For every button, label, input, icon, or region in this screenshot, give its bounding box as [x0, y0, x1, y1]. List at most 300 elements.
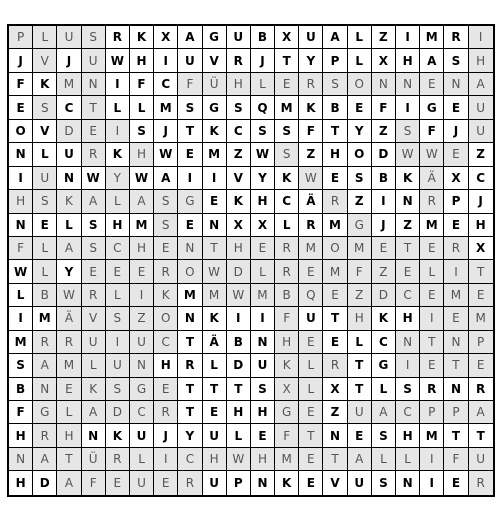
- grid-cell: I: [469, 26, 493, 49]
- grid-cell: Z: [227, 143, 251, 166]
- grid-cell: E: [106, 471, 130, 494]
- grid-cell: D: [227, 354, 251, 377]
- grid-cell: L: [203, 354, 227, 377]
- grid-cell: U: [178, 49, 202, 72]
- grid-cell: F: [348, 260, 372, 283]
- grid-cell: Z: [372, 260, 396, 283]
- grid-cell: H: [203, 448, 227, 471]
- grid-cell: H: [275, 331, 299, 354]
- grid-cell: R: [82, 143, 106, 166]
- grid-cell: E: [82, 260, 106, 283]
- grid-cell: T: [323, 120, 347, 143]
- grid-cell: M: [57, 73, 81, 96]
- grid-cell: K: [106, 143, 130, 166]
- grid-cell: T: [178, 401, 202, 424]
- grid-cell: U: [130, 424, 154, 447]
- grid-cell: W: [227, 284, 251, 307]
- grid-cell: P: [444, 190, 468, 213]
- grid-cell: M: [299, 237, 323, 260]
- grid-cell: U: [348, 471, 372, 494]
- grid-cell: N: [372, 73, 396, 96]
- grid-cell: A: [323, 26, 347, 49]
- grid-cell: A: [57, 471, 81, 494]
- grid-cell: N: [203, 214, 227, 237]
- grid-cell: S: [251, 378, 275, 401]
- grid-cell: U: [348, 401, 372, 424]
- grid-cell: E: [348, 424, 372, 447]
- grid-cell: N: [9, 214, 33, 237]
- grid-cell: N: [444, 73, 468, 96]
- grid-cell: F: [275, 424, 299, 447]
- grid-cell: H: [154, 354, 178, 377]
- grid-cell: M: [444, 284, 468, 307]
- grid-cell: S: [372, 471, 396, 494]
- grid-cell: E: [106, 260, 130, 283]
- grid-cell: A: [33, 354, 57, 377]
- grid-cell: X: [372, 49, 396, 72]
- grid-cell: I: [420, 471, 444, 494]
- grid-cell: I: [106, 73, 130, 96]
- grid-cell: I: [203, 167, 227, 190]
- grid-cell: D: [106, 401, 130, 424]
- grid-cell: N: [82, 73, 106, 96]
- grid-cell: S: [323, 73, 347, 96]
- grid-cell: H: [323, 143, 347, 166]
- grid-cell: T: [227, 378, 251, 401]
- grid-cell: V: [227, 167, 251, 190]
- grid-cell: P: [444, 401, 468, 424]
- grid-cell: C: [275, 190, 299, 213]
- grid-cell: U: [299, 307, 323, 330]
- grid-cell: V: [33, 49, 57, 72]
- grid-cell: R: [178, 354, 202, 377]
- grid-cell: U: [251, 354, 275, 377]
- grid-cell: E: [444, 307, 468, 330]
- grid-cell: R: [469, 378, 493, 401]
- grid-cell: T: [444, 424, 468, 447]
- grid-cell: I: [396, 354, 420, 377]
- grid-cell: H: [130, 143, 154, 166]
- grid-cell: G: [203, 26, 227, 49]
- grid-cell: E: [33, 214, 57, 237]
- grid-cell: R: [106, 448, 130, 471]
- grid-cell: W: [396, 143, 420, 166]
- grid-cell: A: [178, 26, 202, 49]
- grid-cell: M: [323, 260, 347, 283]
- grid-cell: L: [33, 237, 57, 260]
- grid-cell: A: [420, 49, 444, 72]
- grid-cell: E: [372, 237, 396, 260]
- grid-cell: E: [130, 260, 154, 283]
- grid-cell: G: [33, 401, 57, 424]
- grid-cell: T: [469, 260, 493, 283]
- grid-cell: C: [154, 331, 178, 354]
- grid-cell: K: [106, 424, 130, 447]
- grid-cell: R: [178, 471, 202, 494]
- grid-cell: R: [323, 190, 347, 213]
- grid-cell: M: [130, 214, 154, 237]
- grid-cell: E: [275, 73, 299, 96]
- grid-cell: E: [444, 471, 468, 494]
- grid-cell: H: [348, 307, 372, 330]
- grid-cell: Z: [372, 120, 396, 143]
- grid-cell: V: [82, 307, 106, 330]
- grid-cell: Ä: [420, 167, 444, 190]
- grid-cell: W: [82, 167, 106, 190]
- grid-cell: I: [372, 190, 396, 213]
- grid-cell: Ü: [82, 448, 106, 471]
- grid-cell: E: [444, 143, 468, 166]
- grid-cell: W: [251, 143, 275, 166]
- grid-cell: A: [82, 401, 106, 424]
- grid-cell: C: [130, 401, 154, 424]
- grid-cell: E: [348, 96, 372, 119]
- grid-cell: X: [251, 214, 275, 237]
- grid-cell: I: [9, 307, 33, 330]
- grid-cell: M: [323, 214, 347, 237]
- grid-cell: J: [251, 49, 275, 72]
- grid-cell: S: [396, 378, 420, 401]
- grid-cell: S: [33, 96, 57, 119]
- grid-cell: F: [9, 73, 33, 96]
- grid-cell: Ü: [203, 73, 227, 96]
- grid-cell: S: [9, 354, 33, 377]
- grid-cell: M: [154, 96, 178, 119]
- grid-cell: B: [33, 284, 57, 307]
- grid-cell: S: [444, 49, 468, 72]
- grid-cell: S: [33, 190, 57, 213]
- grid-cell: X: [444, 167, 468, 190]
- grid-cell: K: [203, 307, 227, 330]
- grid-cell: R: [299, 73, 323, 96]
- grid-cell: U: [299, 26, 323, 49]
- grid-cell: R: [33, 331, 57, 354]
- grid-cell: P: [323, 49, 347, 72]
- grid-cell: X: [154, 26, 178, 49]
- grid-cell: M: [420, 214, 444, 237]
- grid-cell: H: [251, 190, 275, 213]
- grid-cell: Ä: [203, 331, 227, 354]
- grid-cell: L: [275, 214, 299, 237]
- grid-cell: T: [348, 378, 372, 401]
- grid-cell: M: [420, 26, 444, 49]
- grid-cell: W: [154, 143, 178, 166]
- grid-cell: S: [154, 214, 178, 237]
- grid-cell: L: [57, 401, 81, 424]
- grid-cell: L: [130, 96, 154, 119]
- grid-cell: T: [178, 378, 202, 401]
- grid-cell: F: [444, 448, 468, 471]
- grid-cell: N: [178, 237, 202, 260]
- grid-cell: C: [396, 401, 420, 424]
- grid-cell: Y: [57, 260, 81, 283]
- grid-cell: H: [130, 49, 154, 72]
- grid-cell: G: [203, 96, 227, 119]
- grid-cell: I: [130, 284, 154, 307]
- grid-cell: J: [469, 190, 493, 213]
- grid-cell: C: [154, 73, 178, 96]
- grid-cell: I: [396, 96, 420, 119]
- grid-cell: H: [106, 214, 130, 237]
- grid-cell: M: [57, 354, 81, 377]
- grid-cell: G: [178, 190, 202, 213]
- grid-cell: L: [372, 448, 396, 471]
- grid-cell: E: [9, 96, 33, 119]
- grid-cell: E: [299, 331, 323, 354]
- grid-cell: Y: [299, 49, 323, 72]
- grid-cell: U: [82, 49, 106, 72]
- grid-cell: K: [130, 26, 154, 49]
- grid-cell: H: [396, 424, 420, 447]
- grid-cell: F: [299, 120, 323, 143]
- grid-cell: J: [372, 214, 396, 237]
- grid-cell: W: [203, 260, 227, 283]
- grid-cell: K: [275, 354, 299, 377]
- grid-cell: V: [203, 49, 227, 72]
- grid-cell: T: [299, 424, 323, 447]
- grid-cell: E: [154, 471, 178, 494]
- grid-cell: U: [469, 96, 493, 119]
- grid-cell: Y: [178, 424, 202, 447]
- grid-cell: I: [251, 307, 275, 330]
- grid-cell: T: [178, 120, 202, 143]
- grid-cell: U: [203, 471, 227, 494]
- grid-cell: T: [469, 424, 493, 447]
- grid-cell: E: [251, 424, 275, 447]
- grid-cell: H: [227, 401, 251, 424]
- grid-cell: F: [372, 96, 396, 119]
- grid-cell: E: [178, 214, 202, 237]
- grid-cell: T: [444, 354, 468, 377]
- grid-cell: U: [130, 331, 154, 354]
- grid-cell: E: [323, 167, 347, 190]
- grid-cell: T: [275, 49, 299, 72]
- grid-cell: M: [178, 284, 202, 307]
- grid-cell: H: [469, 49, 493, 72]
- grid-cell: R: [469, 471, 493, 494]
- grid-cell: T: [57, 448, 81, 471]
- grid-cell: H: [227, 237, 251, 260]
- grid-cell: Y: [251, 167, 275, 190]
- grid-cell: C: [396, 284, 420, 307]
- grid-cell: K: [275, 471, 299, 494]
- grid-cell: E: [299, 448, 323, 471]
- grid-cell: I: [178, 167, 202, 190]
- grid-cell: E: [420, 354, 444, 377]
- grid-cell: T: [203, 378, 227, 401]
- word-search-grid: [7, 24, 495, 497]
- grid-cell: J: [9, 49, 33, 72]
- grid-cell: O: [348, 73, 372, 96]
- grid-cell: E: [396, 260, 420, 283]
- grid-cell: T: [420, 331, 444, 354]
- grid-cell: M: [33, 307, 57, 330]
- grid-cell: H: [227, 73, 251, 96]
- grid-cell: S: [82, 26, 106, 49]
- grid-cell: Q: [299, 284, 323, 307]
- grid-cell: M: [251, 284, 275, 307]
- grid-cell: L: [33, 260, 57, 283]
- grid-cell: A: [57, 237, 81, 260]
- grid-cell: T: [348, 354, 372, 377]
- grid-cell: S: [82, 237, 106, 260]
- grid-cell: J: [444, 120, 468, 143]
- grid-cell: K: [82, 378, 106, 401]
- grid-cell: R: [33, 424, 57, 447]
- grid-cell: C: [106, 237, 130, 260]
- grid-cell: M: [275, 448, 299, 471]
- grid-cell: X: [227, 214, 251, 237]
- grid-cell: M: [203, 284, 227, 307]
- grid-cell: E: [444, 214, 468, 237]
- grid-cell: L: [372, 378, 396, 401]
- grid-cell: N: [33, 378, 57, 401]
- grid-cell: M: [420, 424, 444, 447]
- grid-cell: G: [420, 96, 444, 119]
- grid-cell: E: [299, 260, 323, 283]
- grid-cell: R: [154, 260, 178, 283]
- grid-cell: W: [227, 448, 251, 471]
- grid-cell: K: [57, 190, 81, 213]
- grid-cell: N: [323, 424, 347, 447]
- grid-cell: U: [130, 471, 154, 494]
- grid-cell: S: [275, 120, 299, 143]
- grid-cell: N: [396, 190, 420, 213]
- grid-cell: R: [275, 260, 299, 283]
- grid-cell: L: [106, 190, 130, 213]
- grid-cell: I: [396, 26, 420, 49]
- grid-cell: U: [469, 448, 493, 471]
- grid-cell: T: [323, 307, 347, 330]
- grid-cell: U: [57, 143, 81, 166]
- grid-cell: J: [57, 49, 81, 72]
- grid-cell: E: [323, 331, 347, 354]
- grid-cell: H: [130, 237, 154, 260]
- grid-cell: N: [444, 378, 468, 401]
- grid-cell: N: [9, 448, 33, 471]
- grid-cell: H: [251, 401, 275, 424]
- grid-cell: F: [178, 73, 202, 96]
- grid-cell: H: [396, 49, 420, 72]
- grid-cell: N: [130, 354, 154, 377]
- grid-cell: H: [9, 471, 33, 494]
- grid-cell: M: [203, 143, 227, 166]
- grid-cell: P: [9, 26, 33, 49]
- grid-cell: L: [106, 284, 130, 307]
- grid-cell: C: [57, 96, 81, 119]
- grid-cell: O: [154, 307, 178, 330]
- grid-cell: R: [82, 284, 106, 307]
- grid-cell: C: [372, 331, 396, 354]
- grid-cell: D: [227, 260, 251, 283]
- grid-cell: S: [372, 424, 396, 447]
- grid-cell: T: [178, 331, 202, 354]
- grid-cell: E: [178, 143, 202, 166]
- grid-cell: R: [154, 401, 178, 424]
- grid-cell: F: [9, 237, 33, 260]
- grid-cell: V: [33, 120, 57, 143]
- grid-cell: K: [154, 284, 178, 307]
- grid-cell: Z: [469, 143, 493, 166]
- grid-cell: D: [372, 143, 396, 166]
- grid-cell: N: [396, 73, 420, 96]
- grid-cell: T: [396, 237, 420, 260]
- grid-cell: S: [275, 143, 299, 166]
- grid-cell: I: [444, 260, 468, 283]
- grid-cell: H: [469, 214, 493, 237]
- grid-cell: A: [33, 448, 57, 471]
- grid-cell: N: [178, 307, 202, 330]
- grid-cell: E: [444, 96, 468, 119]
- grid-cell: I: [106, 120, 130, 143]
- grid-cell: H: [57, 424, 81, 447]
- grid-cell: L: [33, 143, 57, 166]
- grid-cell: O: [348, 143, 372, 166]
- grid-cell: L: [227, 424, 251, 447]
- grid-cell: S: [178, 96, 202, 119]
- grid-cell: C: [178, 448, 202, 471]
- grid-cell: K: [227, 190, 251, 213]
- grid-cell: N: [9, 143, 33, 166]
- grid-cell: E: [299, 401, 323, 424]
- grid-cell: K: [372, 307, 396, 330]
- grid-cell: R: [227, 49, 251, 72]
- grid-cell: Z: [396, 214, 420, 237]
- grid-cell: A: [82, 190, 106, 213]
- grid-cell: W: [57, 284, 81, 307]
- grid-cell: U: [469, 120, 493, 143]
- grid-cell: E: [469, 284, 493, 307]
- grid-cell: Z: [130, 307, 154, 330]
- grid-cell: E: [420, 237, 444, 260]
- grid-cell: K: [33, 73, 57, 96]
- grid-cell: L: [57, 214, 81, 237]
- grid-cell: E: [154, 237, 178, 260]
- grid-cell: I: [420, 448, 444, 471]
- grid-cell: Y: [348, 120, 372, 143]
- grid-cell: E: [420, 73, 444, 96]
- grid-cell: B: [323, 96, 347, 119]
- grid-cell: W: [106, 49, 130, 72]
- grid-cell: N: [396, 471, 420, 494]
- grid-cell: G: [275, 401, 299, 424]
- grid-cell: P: [420, 401, 444, 424]
- grid-cell: H: [251, 448, 275, 471]
- grid-cell: E: [420, 284, 444, 307]
- grid-cell: L: [420, 260, 444, 283]
- grid-cell: C: [469, 167, 493, 190]
- grid-cell: R: [444, 237, 468, 260]
- grid-cell: E: [323, 284, 347, 307]
- grid-cell: F: [130, 73, 154, 96]
- grid-cell: N: [251, 331, 275, 354]
- grid-cell: A: [348, 448, 372, 471]
- grid-cell: I: [420, 307, 444, 330]
- grid-cell: S: [227, 96, 251, 119]
- grid-cell: F: [420, 120, 444, 143]
- grid-cell: C: [227, 120, 251, 143]
- grid-cell: D: [372, 284, 396, 307]
- grid-cell: S: [106, 307, 130, 330]
- grid-cell: B: [9, 378, 33, 401]
- grid-cell: U: [57, 26, 81, 49]
- grid-cell: L: [299, 354, 323, 377]
- grid-cell: E: [82, 120, 106, 143]
- grid-cell: L: [9, 284, 33, 307]
- grid-cell: R: [420, 190, 444, 213]
- grid-cell: U: [33, 167, 57, 190]
- grid-cell: A: [469, 401, 493, 424]
